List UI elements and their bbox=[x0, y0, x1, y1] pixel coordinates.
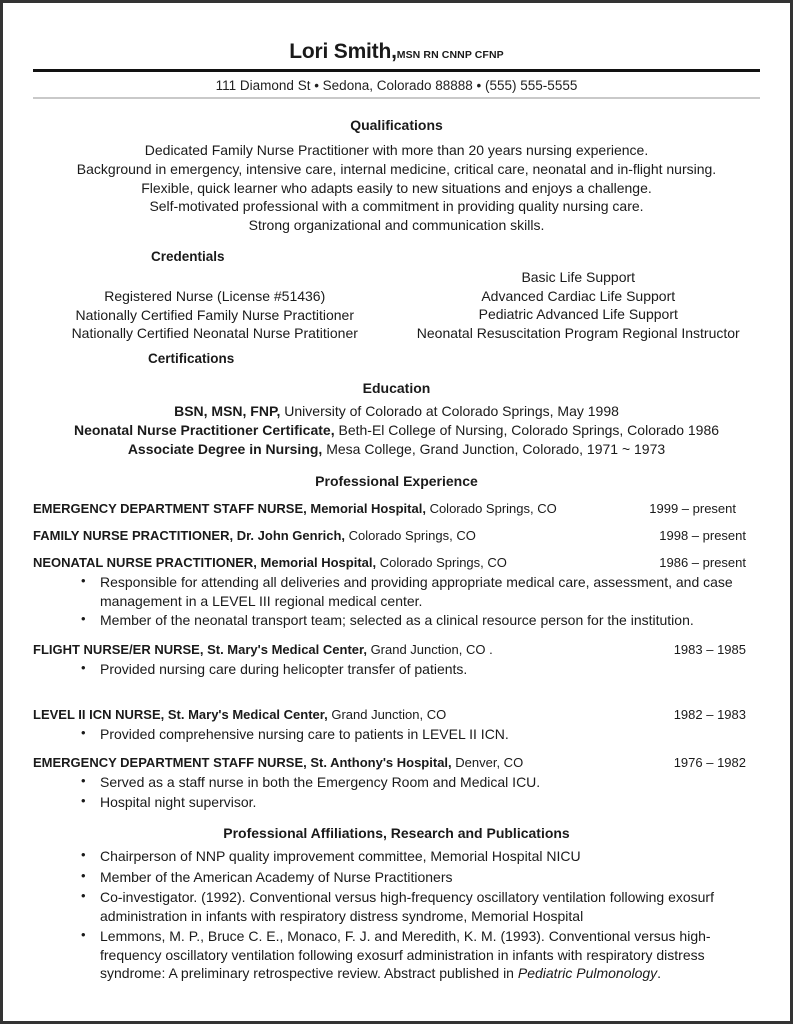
job-dates: 1986 – present bbox=[659, 555, 746, 571]
job-location: Grand Junction, CO . bbox=[366, 641, 493, 657]
job-bullet-list bbox=[33, 573, 760, 629]
resume-header-name bbox=[33, 3, 760, 62]
section-heading-qualifications: Qualifications bbox=[350, 117, 443, 133]
job-location: Grand Junction, CO bbox=[327, 706, 447, 722]
qualifications-body bbox=[33, 141, 760, 235]
experience-spacer bbox=[33, 679, 760, 695]
experience-entry-left bbox=[33, 642, 493, 657]
affiliations-list bbox=[33, 847, 760, 982]
job-title: LEVEL II ICN NURSE, bbox=[33, 706, 165, 722]
section-heading-credentials: Credentials bbox=[151, 248, 225, 264]
experience-entry-header bbox=[33, 707, 760, 722]
job-bullet: • Responsible for attending all deliveries and providing appropriate medical care, assessment, and case management in a LEVEL III regional medical center. bbox=[81, 573, 760, 610]
education-entry bbox=[33, 440, 760, 459]
experience-entry bbox=[33, 642, 760, 678]
job-location: Colorado Springs, CO bbox=[376, 555, 507, 571]
job-organization: St. Anthony's Hospital, bbox=[306, 755, 452, 771]
credential-item: Neonatal Resuscitation Program Regional Instructor bbox=[416, 325, 740, 341]
affiliation-item: • Member of the American Academy of Nurse Practitioners bbox=[81, 868, 760, 886]
qualifications-line: Dedicated Family Nurse Practitioner with more than 20 years nursing experience. bbox=[144, 142, 649, 158]
job-organization: Memorial Hospital, bbox=[256, 555, 377, 571]
job-title: FLIGHT NURSE/ER NURSE, bbox=[33, 641, 204, 657]
education-degree: BSN, MSN, FNP, bbox=[174, 403, 281, 419]
job-title: EMERGENCY DEPARTMENT STAFF NURSE, bbox=[33, 755, 307, 771]
education-body bbox=[33, 402, 760, 459]
job-bullet: • Member of the neonatal transport team; selected as a clinical resource person for the institution. bbox=[81, 611, 760, 629]
credential-item: Registered Nurse (License #51436) bbox=[104, 287, 326, 304]
affiliation-citation bbox=[81, 927, 760, 982]
affiliation-item: • Co-investigator. (1992). Conventional versus high-frequency oscillatory ventilation following exosurf administration in infants with respiratory distress syndrome, Memorial Hospital bbox=[81, 888, 760, 925]
job-bullet-list bbox=[33, 660, 760, 678]
job-organization: Memorial Hospital, bbox=[306, 501, 426, 517]
job-bullet: • Hospital night supervisor. bbox=[81, 793, 760, 811]
credential-item: Advanced Cardiac Life Support bbox=[481, 287, 676, 304]
experience-entry bbox=[33, 707, 760, 743]
candidate-name: Lori Smith, bbox=[289, 40, 397, 63]
credential-item: Pediatric Advanced Life Support bbox=[478, 306, 678, 323]
qualifications-line: Self-motivated professional with a commitment in providing quality nursing care. bbox=[149, 198, 644, 215]
experience-entry-header bbox=[33, 755, 760, 770]
job-location: Denver, CO bbox=[451, 755, 524, 771]
experience-entry-header bbox=[33, 528, 760, 543]
citation-journal: Pediatric Pulmonology bbox=[517, 965, 658, 982]
credential-item: Nationally Certified Family Nurse Practitioner bbox=[75, 306, 355, 323]
experience-entry-left bbox=[33, 707, 446, 722]
credentials-columns bbox=[33, 268, 760, 343]
job-title: EMERGENCY DEPARTMENT STAFF NURSE, bbox=[33, 501, 307, 517]
qualifications-line: Background in emergency, intensive care, internal medicine, critical care, neonatal and in-flight nursing. bbox=[76, 160, 717, 177]
experience-entry-left bbox=[33, 755, 523, 770]
experience-entry-left bbox=[33, 555, 507, 570]
experience-entry-left bbox=[33, 528, 476, 543]
job-bullet: • Provided nursing care during helicopter transfer of patients. bbox=[81, 660, 760, 678]
education-detail: Mesa College, Grand Junction, Colorado, 1971 ~ 1973 bbox=[322, 441, 666, 458]
education-degree: Associate Degree in Nursing, bbox=[127, 441, 323, 458]
job-bullet: • Served as a staff nurse in both the Emergency Room and Medical ICU. bbox=[81, 773, 760, 791]
education-entry bbox=[33, 421, 760, 440]
education-detail: University of Colorado at Colorado Springs, May 1998 bbox=[280, 403, 619, 419]
job-organization: St. Mary's Medical Center, bbox=[203, 641, 367, 657]
section-heading-education: Education bbox=[362, 380, 431, 396]
experience-entry-left bbox=[33, 501, 557, 516]
experience-entry-header bbox=[33, 555, 760, 570]
credential-item: Nationally Certified Neonatal Nurse Pratitioner bbox=[71, 325, 358, 342]
credentials-right-column bbox=[397, 268, 761, 343]
credential-item: Basic Life Support bbox=[521, 268, 636, 285]
job-dates: 1998 – present bbox=[659, 528, 746, 544]
job-bullet: • Provided comprehensive nursing care to patients in LEVEL II ICN. bbox=[81, 725, 760, 743]
section-heading-certifications: Certifications bbox=[148, 351, 235, 366]
experience-entry bbox=[33, 555, 760, 629]
qualifications-line: Strong organizational and communication skills. bbox=[248, 217, 545, 233]
job-dates: 1983 – 1985 bbox=[673, 641, 746, 657]
job-organization: St. Mary's Medical Center, bbox=[164, 706, 328, 722]
job-title: FAMILY NURSE PRACTITIONER, bbox=[33, 528, 234, 544]
job-title: NEONATAL NURSE PRACTITIONER, bbox=[33, 555, 257, 571]
experience-entry-header bbox=[33, 501, 760, 516]
job-location: Colorado Springs, CO bbox=[345, 528, 476, 544]
section-heading-professional-experience: Professional Experience bbox=[315, 473, 478, 490]
job-dates: 1976 – 1982 bbox=[673, 755, 746, 771]
credentials-left-column bbox=[33, 268, 397, 343]
job-bullet-list bbox=[33, 725, 760, 743]
job-organization: Dr. John Genrich, bbox=[233, 528, 346, 544]
experience-entry bbox=[33, 755, 760, 811]
qualifications-line: Flexible, quick learner who adapts easily to new situations and enjoys a challenge. bbox=[141, 179, 652, 196]
job-dates: 1982 – 1983 bbox=[673, 706, 746, 722]
job-dates: 1999 – present bbox=[649, 501, 736, 517]
job-bullet-list bbox=[33, 773, 760, 811]
experience-entry-header bbox=[33, 642, 760, 657]
experience-entry bbox=[33, 501, 760, 516]
contact-line: 111 Diamond St • Sedona, Colorado 88888 • (555) 555-5555 bbox=[215, 78, 578, 93]
education-detail: Beth-El College of Nursing, Colorado Springs, Colorado 1986 bbox=[334, 422, 720, 439]
citation-suffix: . bbox=[657, 965, 662, 982]
header-rule-light bbox=[33, 97, 760, 99]
education-entry bbox=[33, 402, 760, 421]
experience-entry bbox=[33, 528, 760, 543]
citation-text: Lemmons, M. P., Bruce C. E., Monaco, F. J. and Meredith, K. M. (1993). Conventional versus high-frequency oscillatory ventilation following exosurf administration in infants with respiratory distress syndrome: A preliminary retrospective review. Abstract published in bbox=[100, 928, 711, 982]
candidate-credentials-suffix: MSN RN CNNP CFNP bbox=[396, 49, 504, 61]
job-location: Colorado Springs, CO bbox=[425, 501, 557, 517]
education-degree: Neonatal Nurse Practitioner Certificate, bbox=[73, 422, 335, 439]
section-heading-affiliations: Professional Affiliations, Research and Publications bbox=[223, 825, 570, 842]
affiliation-item: • Chairperson of NNP quality improvement committee, Memorial Hospital NICU bbox=[81, 847, 760, 865]
